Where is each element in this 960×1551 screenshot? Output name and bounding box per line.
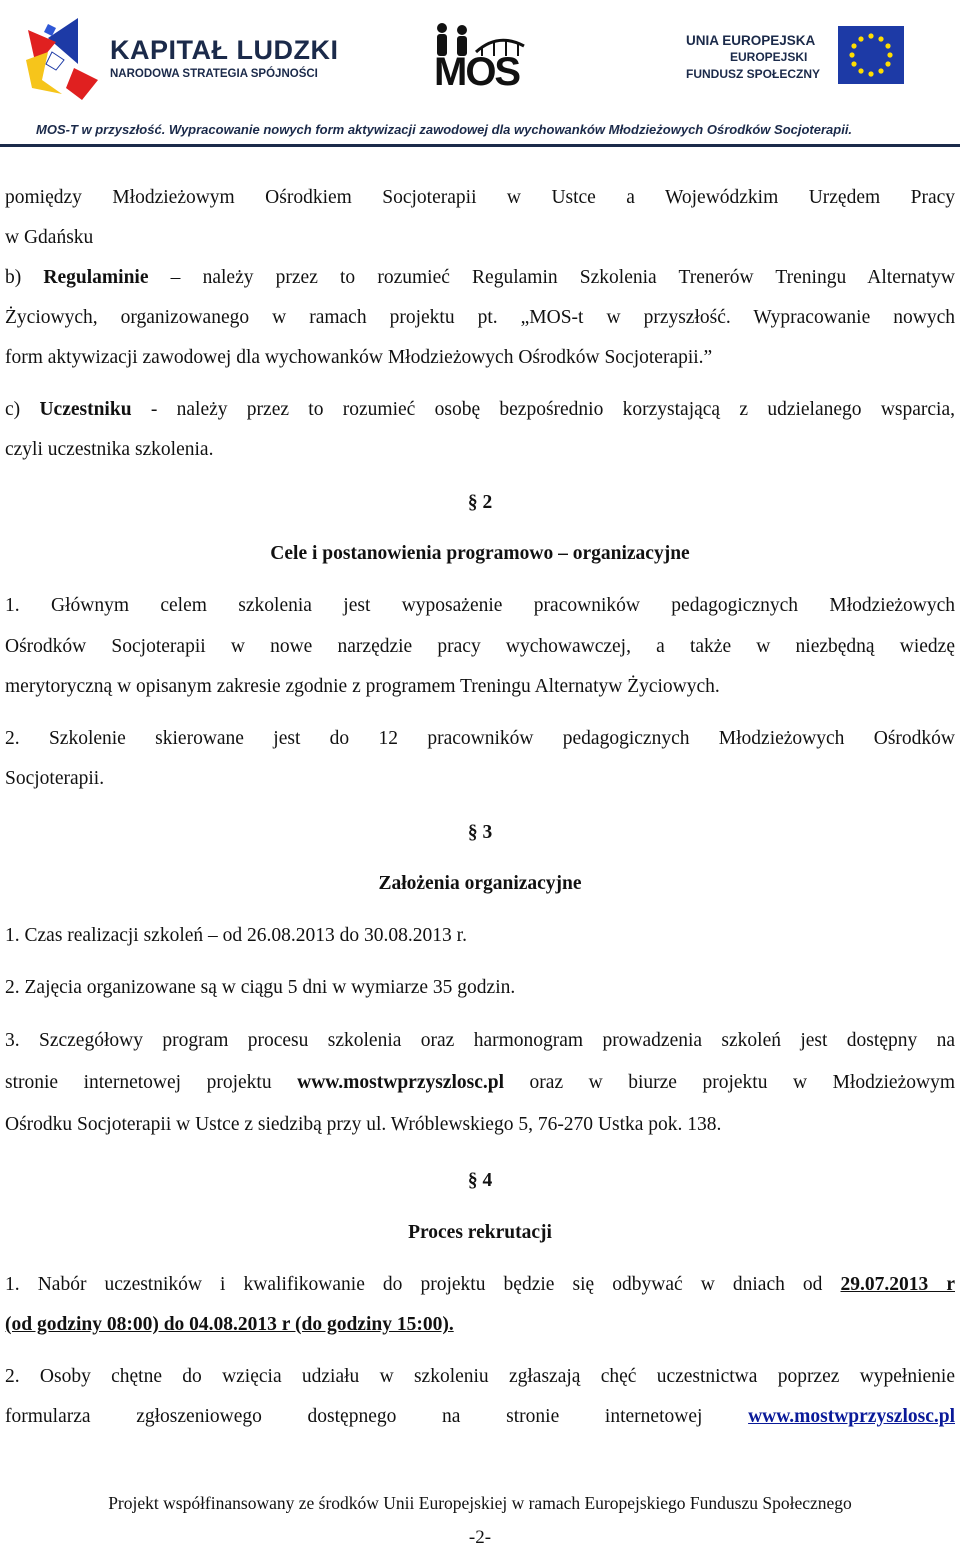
s3-item-3-line-3 (5, 1105, 955, 1145)
text-line: Ośrodków Socjoterapii w nowe narzędzie pracy wychowawczej, a także w niezbędną wiedzę (5, 636, 955, 657)
text-line: oraz w biurze projektu w Młodzieżowym (504, 1072, 955, 1093)
text-line: 2. Szkolenie skierowane jest do 12 pracowników pedagogicznych Młodzieżowych Ośrodków (5, 728, 955, 749)
eu-efs-logo (686, 26, 916, 96)
mos-logo-text: MOS (434, 50, 520, 94)
s2-para-2-line-1 (5, 719, 955, 759)
definitions-line-2 (5, 218, 955, 258)
eu-line-3: FUNDUSZ SPOŁECZNY (686, 67, 821, 81)
section-4-title: Proces rekrutacji (408, 1222, 552, 1243)
recruitment-period: (od godziny 08:00) do 04.08.2013 r (do godziny 15:00). (5, 1314, 454, 1335)
text-line: w Gdańsku (5, 227, 94, 248)
text-line: Życiowych, organizowanego w ramach projektu pt. „MOS-t w przyszłość. Wypracowanie nowych (5, 307, 955, 328)
section-2-number: § 2 (467, 492, 493, 513)
kapital-ludzki-logo (22, 8, 339, 108)
text-line: 1. Nabór uczestników i kwalifikowanie do projektu będzie się odbywać w dniach od (5, 1274, 841, 1295)
text-line: pomiędzy Młodzieżowym Ośrodkiem Socjoterapii w Ustce a Wojewódzkim Urzędem Pracy (5, 187, 955, 208)
text-line: stronie internetowej projektu (5, 1072, 298, 1093)
definition-b-line-3 (5, 338, 955, 378)
project-website-text: www.mostwprzyszlosc.pl (297, 1072, 505, 1093)
s3-item-2 (5, 968, 955, 1008)
s3-item-3-line-2 (5, 1063, 955, 1103)
text-line: - należy przez to rozumieć osobę bezpośrednio korzystającą z udzielanego wsparcia, (131, 399, 956, 420)
text-line: 2. Zajęcia organizowane są w ciągu 5 dni w wymiarze 35 godzin. (5, 977, 516, 998)
s2-para-1-line-2 (5, 627, 955, 667)
text-line: – należy przez to rozumieć Regulamin Szkolenia Trenerów Treningu Alternatyw (148, 267, 956, 288)
text-line: merytoryczną w opisanym zakresie zgodnie z programem Treningu Alternatyw Życiowych. (5, 676, 720, 697)
kapital-ludzki-title: KAPITAŁ LUDZKI (110, 35, 339, 65)
page-number: -2- (468, 1527, 492, 1548)
text-line: 1. Czas realizacji szkoleń – od 26.08.2013 do 30.08.2013 r. (5, 925, 467, 946)
s4-item-2-line-2 (5, 1397, 955, 1437)
definition-c-line-1 (5, 390, 955, 430)
text-line: form aktywizacji zawodowej dla wychowanków Młodzieżowych Ośrodków Socjoterapii.” (5, 347, 713, 368)
text-line: 2. Osoby chętne do wzięcia udziału w szkoleniu zgłaszają chęć uczestnictwa poprzez wypełnienie (5, 1366, 955, 1387)
text-line: formularza zgłoszeniowego dostępnego na stronie internetowej (5, 1406, 749, 1427)
section-4-number: § 4 (467, 1170, 493, 1191)
header-divider (0, 144, 960, 147)
definition-b-line-2 (5, 298, 955, 338)
text-line: czyli uczestnika szkolenia. (5, 439, 214, 460)
defined-term: Uczestniku (39, 399, 132, 420)
definitions-line-1 (5, 178, 955, 218)
mos-logo (420, 22, 530, 92)
s4-item-1-line-1 (5, 1265, 955, 1305)
project-website-link[interactable]: www.mostwprzyszlosc.pl (748, 1406, 955, 1427)
eu-line-1: UNIA EUROPEJSKA (686, 33, 816, 48)
eu-flag-icon (838, 26, 904, 84)
list-marker: c) (5, 399, 40, 420)
defined-term: Regulaminie (43, 267, 149, 288)
section-2-title: Cele i postanowienia programowo – organizacyjne (270, 543, 690, 564)
page-header (0, 0, 960, 150)
section-3-title: Założenia organizacyjne (378, 873, 582, 894)
s2-para-2-line-2 (5, 759, 955, 799)
section-3-number: § 3 (467, 822, 493, 843)
definition-c-line-2 (5, 430, 955, 470)
s4-item-2-line-1 (5, 1357, 955, 1397)
text-line: Ośrodku Socjoterapii w Ustce z siedzibą przy ul. Wróblewskiego 5, 76-270 Ustka pok. 138. (5, 1114, 722, 1135)
s2-para-1-line-1 (5, 586, 955, 626)
s3-item-3-line-1 (5, 1021, 955, 1061)
recruitment-start-date: 29.07.2013 r (840, 1274, 955, 1295)
s3-item-1 (5, 916, 955, 956)
footer-funding-note: Projekt współfinansowany ze środków Unii Europejskiej w ramach Europejskiego Funduszu Społecznego (108, 1493, 852, 1513)
kapital-ludzki-emblem-icon (22, 8, 102, 103)
text-line: 1. Głównym celem szkolenia jest wyposażenie pracowników pedagogicznych Młodzieżowych (5, 595, 955, 616)
definition-b-line-1 (5, 258, 955, 298)
s4-item-1-line-2 (5, 1305, 955, 1345)
eu-line-2: EUROPEJSKI (730, 50, 808, 64)
s2-para-1-line-3 (5, 667, 955, 707)
kapital-ludzki-subtitle: NARODOWA STRATEGIA SPÓJNOŚCI (110, 68, 318, 80)
list-marker: b) (5, 267, 44, 288)
text-line: 3. Szczegółowy program procesu szkolenia oraz harmonogram prowadzenia szkoleń jest dostępny na (5, 1030, 955, 1051)
text-line: Socjoterapii. (5, 768, 105, 789)
project-tagline: MOS-T w przyszłość. Wypracowanie nowych form aktywizacji zawodowej dla wychowanków Młodzieżowych Ośrodków Socjoterapii. (36, 122, 853, 137)
